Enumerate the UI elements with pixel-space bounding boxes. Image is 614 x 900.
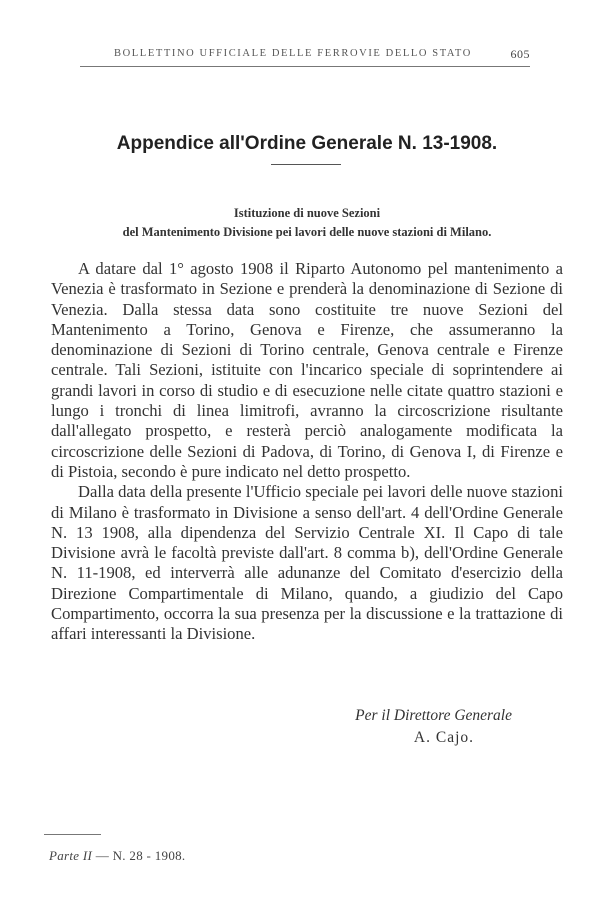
signature-title: Per il Direttore Generale [355, 707, 512, 724]
footnote-divider [44, 834, 101, 835]
running-head-title: BOLLETTINO UFFICIALE DELLE FERROVIE DELLO STATO [114, 48, 472, 59]
paragraph-1: A datare dal 1° agosto 1908 il Riparto Autonomo pel mantenimento a Venezia è trasformato in Sezione e prenderà la denominazione di Sezione di Venezia. Dalla stessa data sono costituite tre nuove Sezioni del Mantenimento a Torino, Genova e Firenze, che assumeranno la denominazione di Sezioni di Torino centrale, Genova centrale e Firenze centrale. Tali Sezioni, istituite con l'incarico speciale di soprintendere ai grandi lavori in corso di studio e di esecuzione nelle citate quattro stazioni e lungo i tronchi di linea limitrofi, avranno la circoscrizione risultante dall'allegato prospetto, e resterà perciò analogamente modificata la circoscrizione delle Sezioni di Padova, di Torino, di Genova I, di Firenze e di Pistoia, secondo è pure indicato nel detto prospetto. [51, 259, 563, 481]
footnote-part: Parte II [49, 848, 93, 863]
title-divider [271, 164, 341, 165]
subtitle-line-2: del Mantenimento Divisione pei lavori delle nuove stazioni di Milano. [122, 225, 492, 239]
header-divider [80, 66, 530, 67]
footnote [49, 848, 185, 864]
body-text [51, 259, 563, 645]
signature-block [355, 707, 512, 747]
signature-name: A. Cajo. [413, 729, 474, 746]
paragraph-2: Dalla data della presente l'Ufficio speciale pei lavori delle nuove stazioni di Milano è trasformato in Divisione a senso dell'art. 4 dell'Ordine Generale N. 13 1908, alla dipendenza del Servizio Centrale XI. Il Capo di tale Divisione avrà le facoltà previste dall'art. 8 comma b), dell'Ordine Generale N. 11-1908, ed interverrà alle adunanze del Comitato d'esercizio della Direzione Compartimentale di Milano, quando, a giudizio del Capo Compartimento, occorra la sua presenza per la discussione e la trattazione di affari interessanti la Divisione. [51, 482, 563, 644]
page-title: Appendice all'Ordine Generale N. 13-1908. [116, 133, 498, 154]
footnote-number: — N. 28 - 1908. [92, 848, 186, 863]
subtitle-line-1: Istituzione di nuove Sezioni [233, 206, 381, 220]
page-number: 605 [510, 47, 530, 61]
